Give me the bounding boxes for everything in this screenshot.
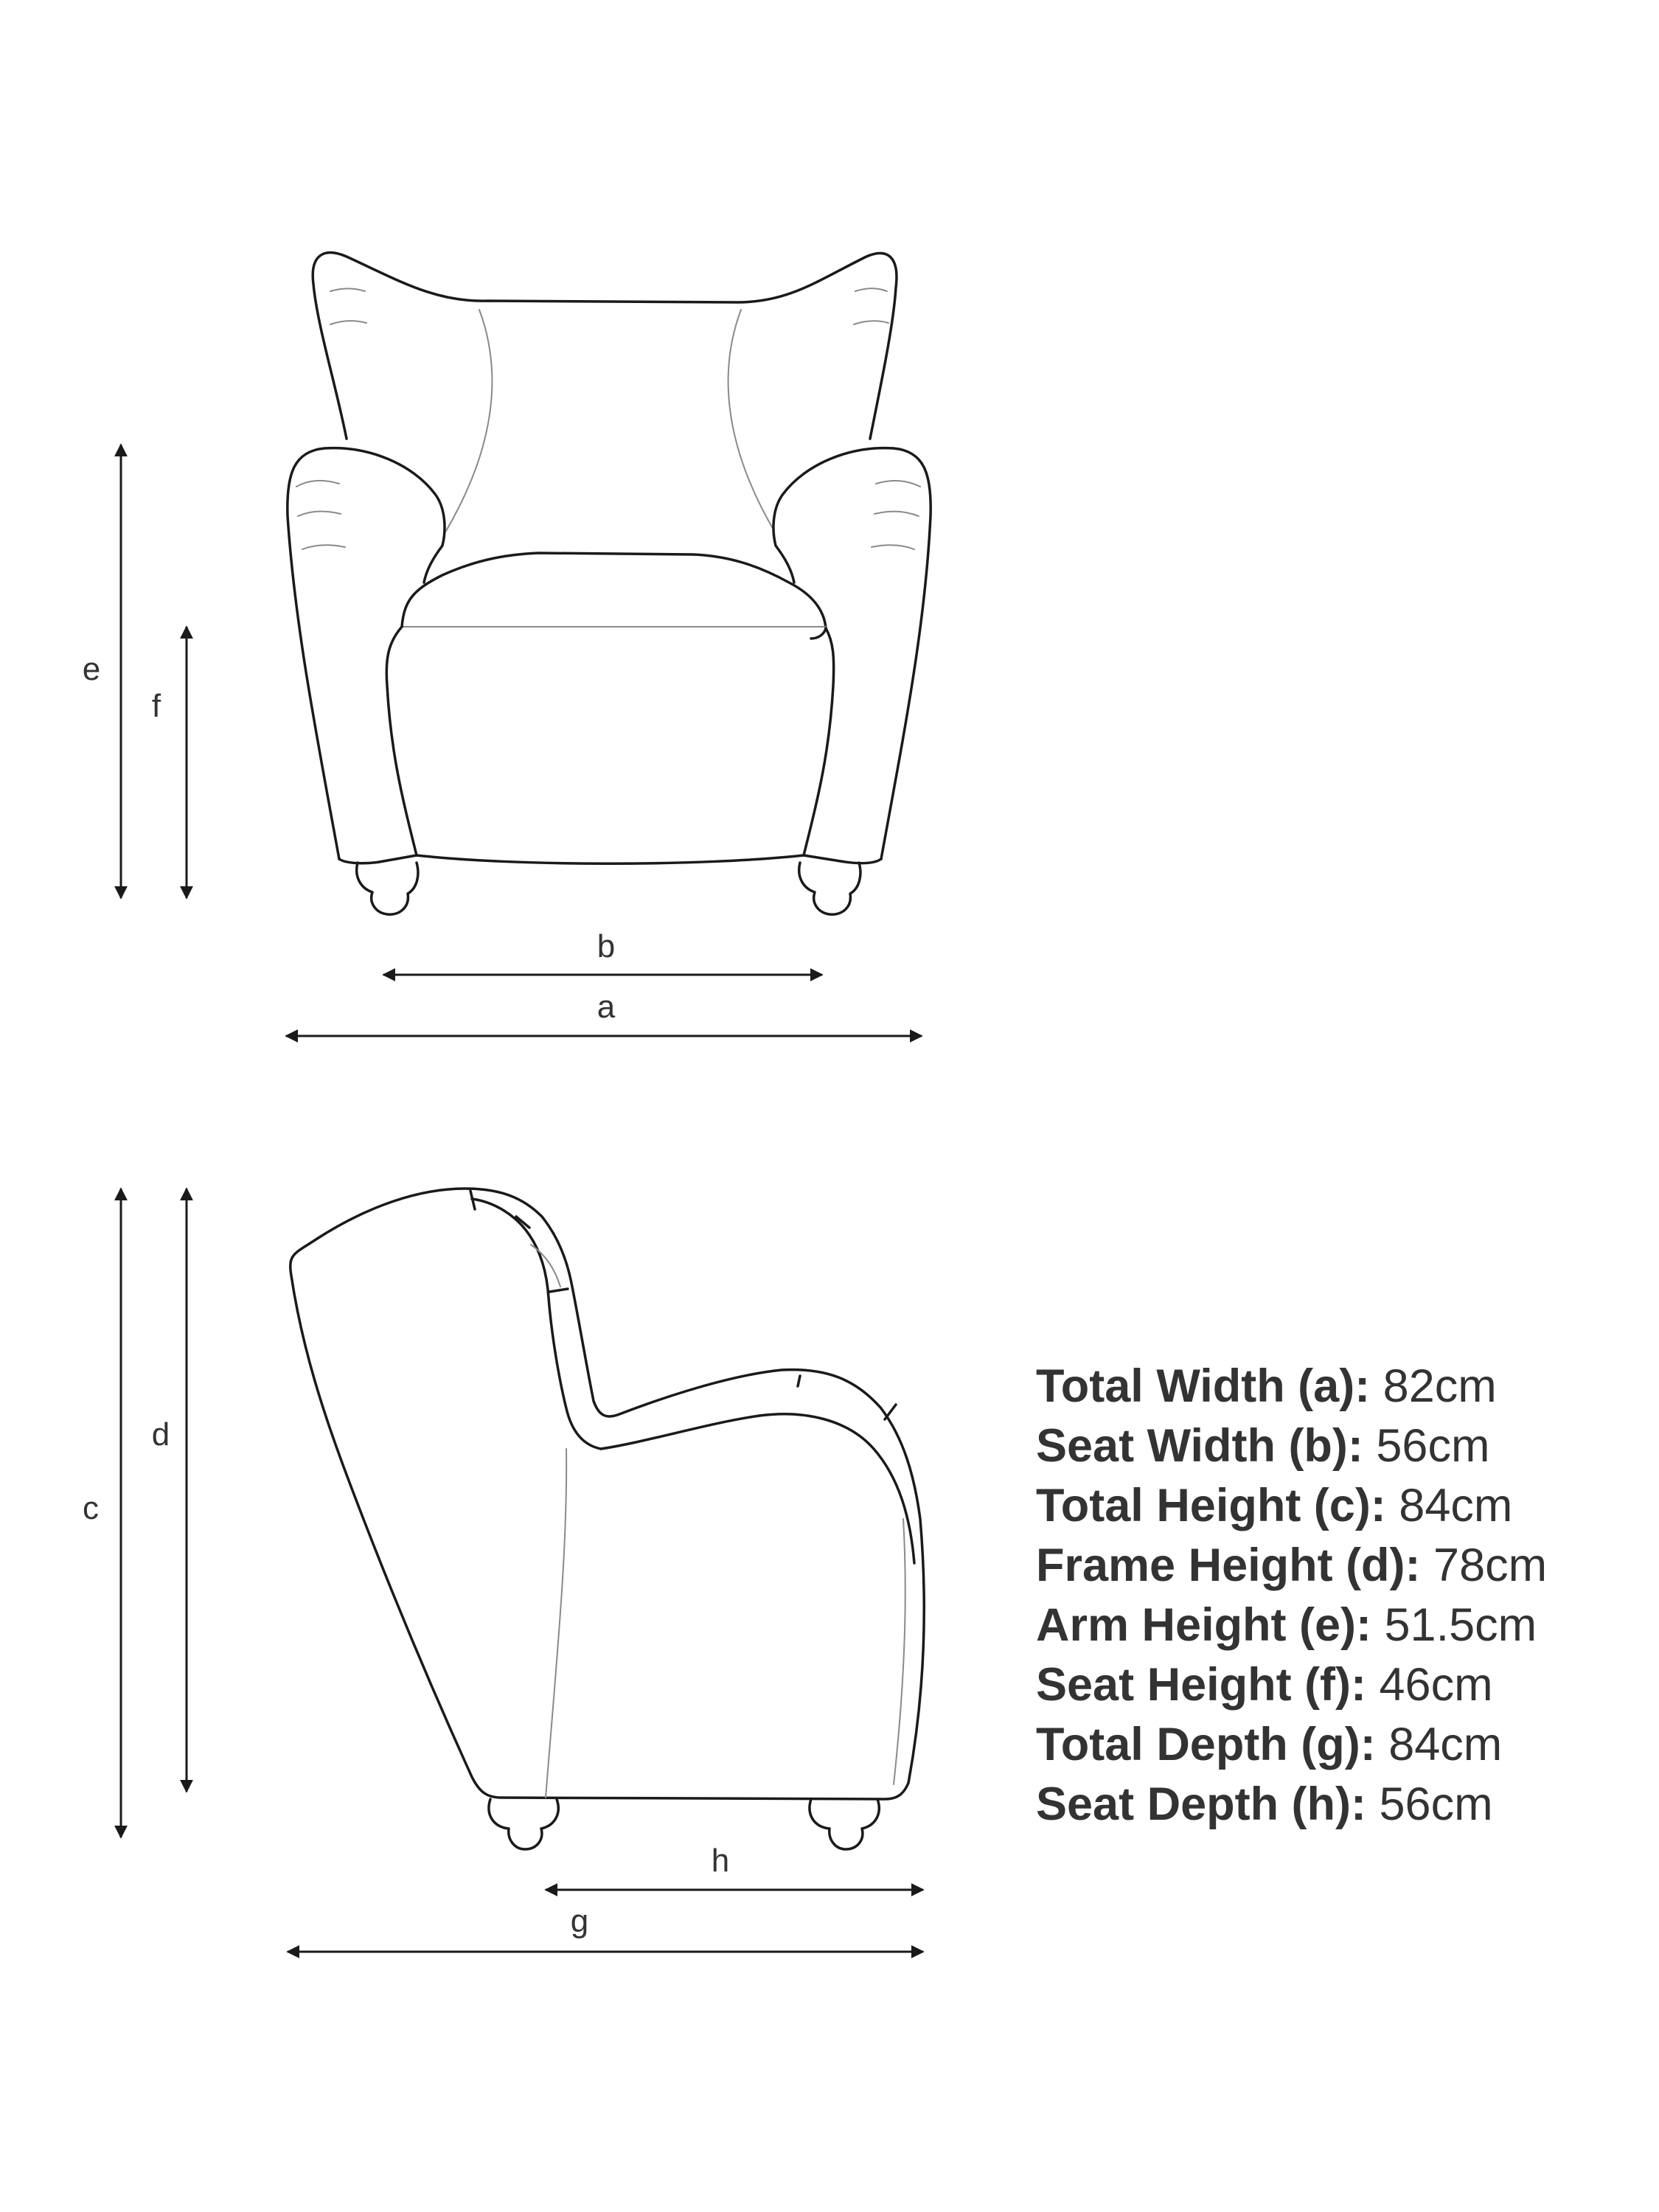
front-arm-pleat-left-3 xyxy=(302,545,345,549)
spec-label: Seat Width (b): xyxy=(1036,1420,1363,1472)
side-foot-front xyxy=(810,1799,879,1849)
side-back-piping xyxy=(472,1199,601,1449)
front-dimensions xyxy=(83,445,922,1036)
front-arm-pleat-right-2 xyxy=(874,512,919,516)
spec-value: 82cm xyxy=(1382,1360,1497,1412)
side-vertical-seam xyxy=(546,1449,566,1798)
front-wing-pleat-right-2 xyxy=(854,321,888,324)
dim-label-g: g xyxy=(570,1903,589,1939)
side-arm-piping xyxy=(601,1414,914,1563)
front-wing-pleat-left-1 xyxy=(330,288,365,291)
spec-label: Total Width (a): xyxy=(1036,1360,1371,1412)
front-arm-pleat-right-3 xyxy=(872,545,914,549)
dim-label-a: a xyxy=(597,989,616,1025)
spec-frame-height xyxy=(1036,1536,1641,1596)
spec-value: 56cm xyxy=(1379,1778,1493,1830)
side-foot-rear xyxy=(489,1799,558,1849)
dim-label-c: c xyxy=(83,1490,99,1526)
front-back-seam-left xyxy=(446,310,492,531)
spec-value: 84cm xyxy=(1399,1480,1513,1531)
dim-label-b: b xyxy=(597,928,616,964)
side-dimensions xyxy=(83,1189,923,1952)
front-arm-pleat-right-1 xyxy=(876,481,920,487)
front-wing-pleat-right-1 xyxy=(855,288,887,291)
side-body-outline xyxy=(291,1189,924,1799)
spec-total-depth xyxy=(1036,1715,1641,1775)
spec-value: 56cm xyxy=(1376,1420,1490,1472)
side-front-seam xyxy=(894,1519,905,1784)
front-arm-pleat-left-2 xyxy=(298,512,341,516)
dim-label-h: h xyxy=(711,1843,730,1879)
front-back-outline xyxy=(313,253,897,439)
spec-arm-height xyxy=(1036,1596,1641,1655)
front-back-seam-right xyxy=(728,310,774,531)
spec-value: 46cm xyxy=(1379,1659,1493,1711)
spec-label: Frame Height (d): xyxy=(1036,1540,1421,1591)
spec-seat-width xyxy=(1036,1416,1641,1476)
spec-total-height xyxy=(1036,1476,1641,1536)
spec-label: Seat Depth (h): xyxy=(1036,1778,1366,1830)
spec-label: Arm Height (e): xyxy=(1036,1599,1371,1651)
spec-value: 51.5cm xyxy=(1384,1599,1537,1651)
front-foot-right xyxy=(799,863,860,914)
side-piping-notch-3 xyxy=(549,1289,568,1292)
front-arm-right xyxy=(773,448,931,859)
spec-label: Seat Height (f): xyxy=(1036,1659,1366,1711)
spec-value: 78cm xyxy=(1433,1540,1548,1591)
spec-label: Total Depth (g): xyxy=(1036,1719,1376,1770)
front-foot-left xyxy=(357,863,418,914)
side-arm-notch-2 xyxy=(885,1405,896,1419)
armchair-front-view xyxy=(288,253,931,915)
armchair-side-view xyxy=(291,1189,924,1849)
side-arm-notch-1 xyxy=(798,1376,800,1386)
spec-seat-height xyxy=(1036,1655,1641,1715)
front-wing-pleat-left-2 xyxy=(330,321,366,324)
front-arm-pleat-left-1 xyxy=(296,481,339,487)
spec-total-width xyxy=(1036,1357,1641,1416)
front-seat-cushion xyxy=(402,553,826,639)
dimension-specs-list xyxy=(1036,1357,1641,1834)
dim-label-f: f xyxy=(151,688,161,724)
spec-value: 84cm xyxy=(1388,1719,1503,1770)
spec-label: Total Height (c): xyxy=(1036,1480,1386,1531)
spec-seat-depth xyxy=(1036,1775,1641,1834)
dim-label-e: e xyxy=(82,651,101,687)
dim-label-d: d xyxy=(151,1416,170,1453)
front-seat-base xyxy=(386,627,833,855)
front-arm-left xyxy=(288,448,445,859)
